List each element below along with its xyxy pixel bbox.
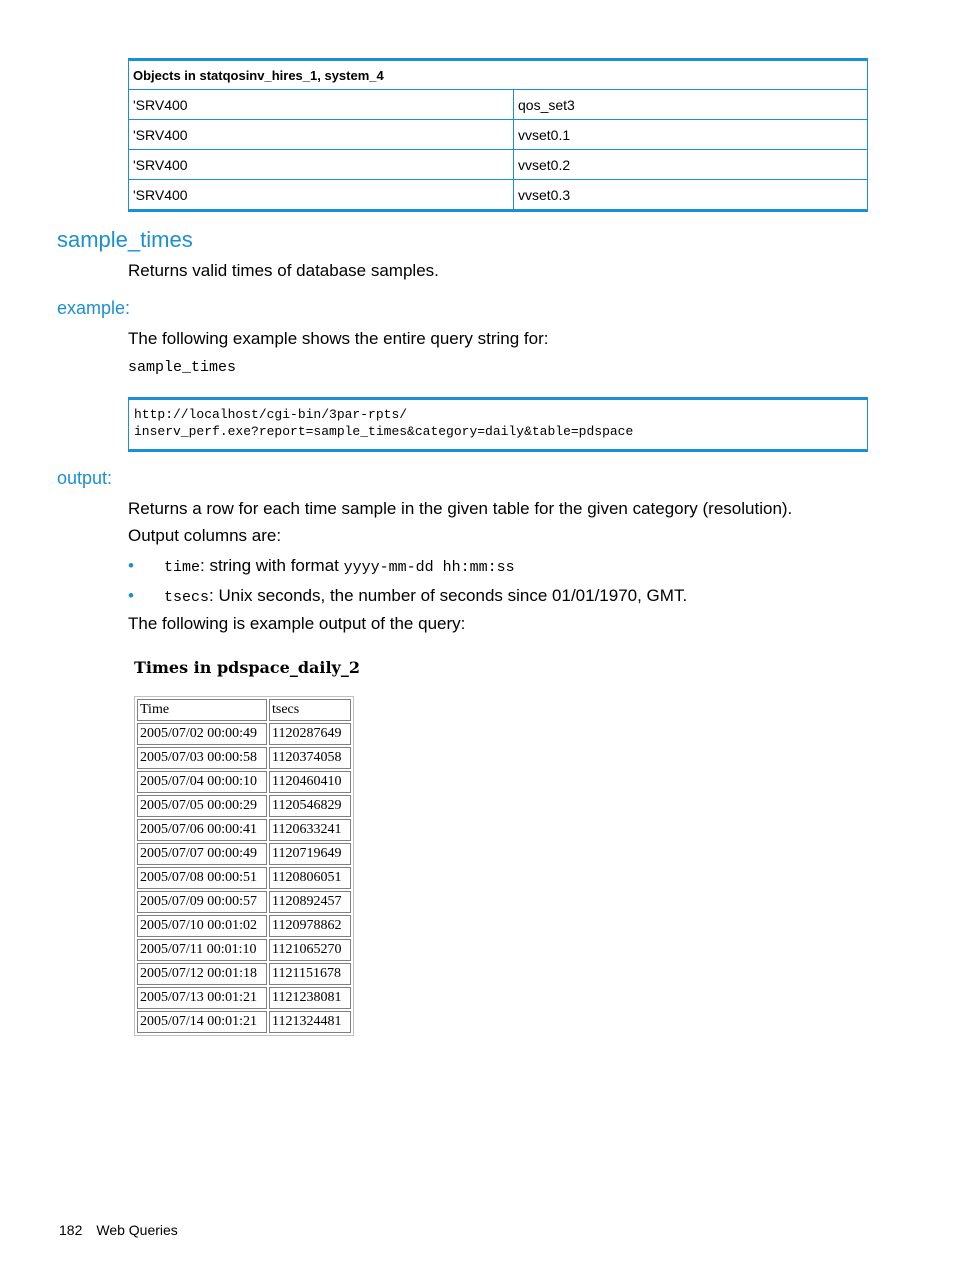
table-cell: vvset0.3 [514,180,868,211]
time-cell: 2005/07/07 00:00:49 [137,843,267,865]
tsecs-cell: 1121324481 [269,1011,351,1033]
table-cell: vvset0.1 [514,120,868,150]
bullet-icon: • [128,556,134,575]
tsecs-cell: 1121065270 [269,939,351,961]
times-row [137,987,351,1009]
table-cell: vvset0.2 [514,150,868,180]
times-row [137,915,351,937]
footer-section: Web Queries [96,1222,178,1238]
bullet-code-format: yyyy-mm-dd hh:mm:ss [343,559,515,576]
tsecs-cell: 1120287649 [269,723,351,745]
table-row [129,90,868,120]
page-number: 182 [59,1222,83,1238]
example-intro: The following example shows the entire query string for: [128,329,549,348]
time-cell: 2005/07/09 00:00:57 [137,891,267,913]
example-heading: example: [57,298,131,318]
time-cell: 2005/07/12 00:01:18 [137,963,267,985]
example-output-intro: The following is example output of the query: [128,614,466,633]
times-row [137,939,351,961]
time-cell: 2005/07/10 00:01:02 [137,915,267,937]
time-cell: 2005/07/11 00:01:10 [137,939,267,961]
time-cell: 2005/07/04 00:00:10 [137,771,267,793]
times-row [137,963,351,985]
tsecs-cell: 1121238081 [269,987,351,1009]
output-description: Returns a row for each time sample in the given table for the given category (resolution). [128,499,793,518]
table-cell: qos_set3 [514,90,868,120]
tsecs-cell: 1120546829 [269,795,351,817]
tsecs-cell: 1120978862 [269,915,351,937]
tsecs-cell: 1120892457 [269,891,351,913]
table-row [129,120,868,150]
times-row [137,795,351,817]
bullet-text: : Unix seconds, the number of seconds since 01/01/1970, GMT. [209,586,688,605]
time-cell: 2005/07/13 00:01:21 [137,987,267,1009]
times-row [137,891,351,913]
code-line: http://localhost/cgi-bin/3par-rpts/ [134,407,408,422]
objects-table-header-row [129,60,868,90]
bullet-text: : string with format [200,556,344,575]
tsecs-cell: 1120806051 [269,867,351,889]
page-footer [59,1222,178,1238]
output-columns-label: Output columns are: [128,526,282,545]
times-row [137,1011,351,1033]
objects-table [128,58,868,212]
times-row [137,723,351,745]
objects-table-header: Objects in statqosinv_hires_1, system_4 [129,60,868,90]
times-row [137,867,351,889]
bullet-icon: • [128,586,134,605]
tsecs-cell: 1121151678 [269,963,351,985]
tsecs-cell: 1120460410 [269,771,351,793]
time-cell: 2005/07/05 00:00:29 [137,795,267,817]
times-header-row [137,699,351,721]
table-cell: 'SRV400 [129,180,514,211]
time-cell: 2005/07/14 00:01:21 [137,1011,267,1033]
output-heading: output: [57,468,113,488]
table-cell: 'SRV400 [129,120,514,150]
times-header-time: Time [137,699,267,721]
code-block [128,397,868,452]
section-description: Returns valid times of database samples. [128,261,439,280]
query-name: sample_times [128,359,237,376]
time-cell: 2005/07/06 00:00:41 [137,819,267,841]
times-row [137,771,351,793]
table-cell: 'SRV400 [129,90,514,120]
bullet-code: tsecs [164,589,210,606]
section-title: sample_times [57,227,193,252]
times-row [137,819,351,841]
times-row [137,747,351,769]
tsecs-cell: 1120374058 [269,747,351,769]
times-row [137,843,351,865]
screenshot-title: Times in pdspace_daily_2 [134,658,360,677]
time-cell: 2005/07/08 00:00:51 [137,867,267,889]
time-cell: 2005/07/02 00:00:49 [137,723,267,745]
times-table [134,696,354,1036]
time-cell: 2005/07/03 00:00:58 [137,747,267,769]
table-row [129,150,868,180]
table-row [129,180,868,211]
bullet-code: time [164,559,201,576]
times-header-tsecs: tsecs [269,699,351,721]
table-cell: 'SRV400 [129,150,514,180]
tsecs-cell: 1120719649 [269,843,351,865]
tsecs-cell: 1120633241 [269,819,351,841]
code-line: inserv_perf.exe?report=sample_times&category=daily&table=pdspace [134,424,634,439]
